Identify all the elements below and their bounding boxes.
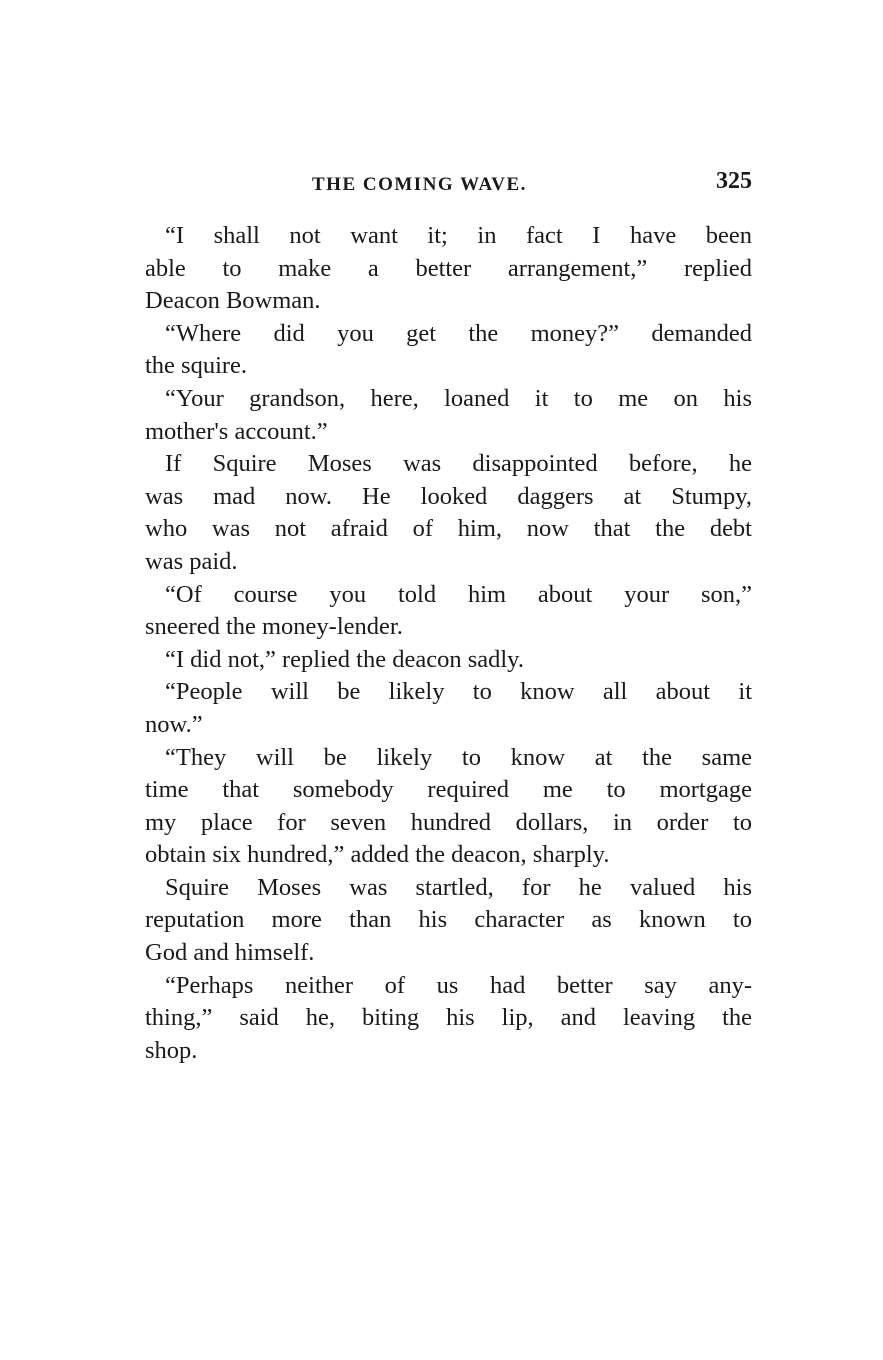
text-line: “I did not,” replied the deacon sadly. [165,645,524,673]
text-line: my place for seven hundred dollars, in order to [145,808,752,836]
text-line: now.” [145,710,203,738]
page-header [145,168,752,208]
paragraph [145,318,752,383]
text-line: the squire. [145,352,248,380]
text-line: obtain six hundred,” added the deacon, sharply. [145,841,610,869]
text-line: Squire Moses was startled, for he valued his [165,873,752,901]
text-line: “I shall not want it; in fact I have been [165,222,752,249]
paragraph [145,742,752,872]
paragraph [145,383,752,448]
text-line: “Where did you get the money?” demanded [165,319,752,347]
paragraph [145,644,752,677]
text-line: sneered the money-lender. [145,613,403,641]
paragraph [145,220,752,318]
text-line: mother's account.” [145,417,328,445]
text-line: thing,” said he, biting his lip, and leaving the [145,1004,752,1032]
paragraph [145,970,752,1068]
body-text [145,220,752,1067]
text-line: was mad now. He looked daggers at Stumpy, [145,482,752,510]
text-line: God and himself. [145,939,315,967]
paragraph [145,448,752,578]
text-line: If Squire Moses was disappointed before, he [165,450,752,478]
text-line: “People will be likely to know all about it [165,678,752,706]
paragraph [145,579,752,644]
text-line: “Your grandson, here, loaned it to me on his [165,384,752,412]
text-line: who was not afraid of him, now that the debt [145,515,752,543]
text-line: Deacon Bowman. [145,287,321,315]
text-line: “Perhaps neither of us had better say any- [165,971,752,999]
paragraph [145,872,752,970]
text-line: “Of course you told him about your son,” [165,580,752,608]
text-line: reputation more than his character as known to [145,906,752,934]
page-number: 325 [716,168,752,194]
text-line: was paid. [145,547,238,575]
text-line: shop. [145,1036,198,1064]
text-line: “They will be likely to know at the same [165,743,752,771]
paragraph [145,676,752,741]
running-title: THE COMING WAVE. [312,174,527,195]
text-line: able to make a better arrangement,” replied [145,254,752,282]
text-line: time that somebody required me to mortgage [145,776,752,804]
